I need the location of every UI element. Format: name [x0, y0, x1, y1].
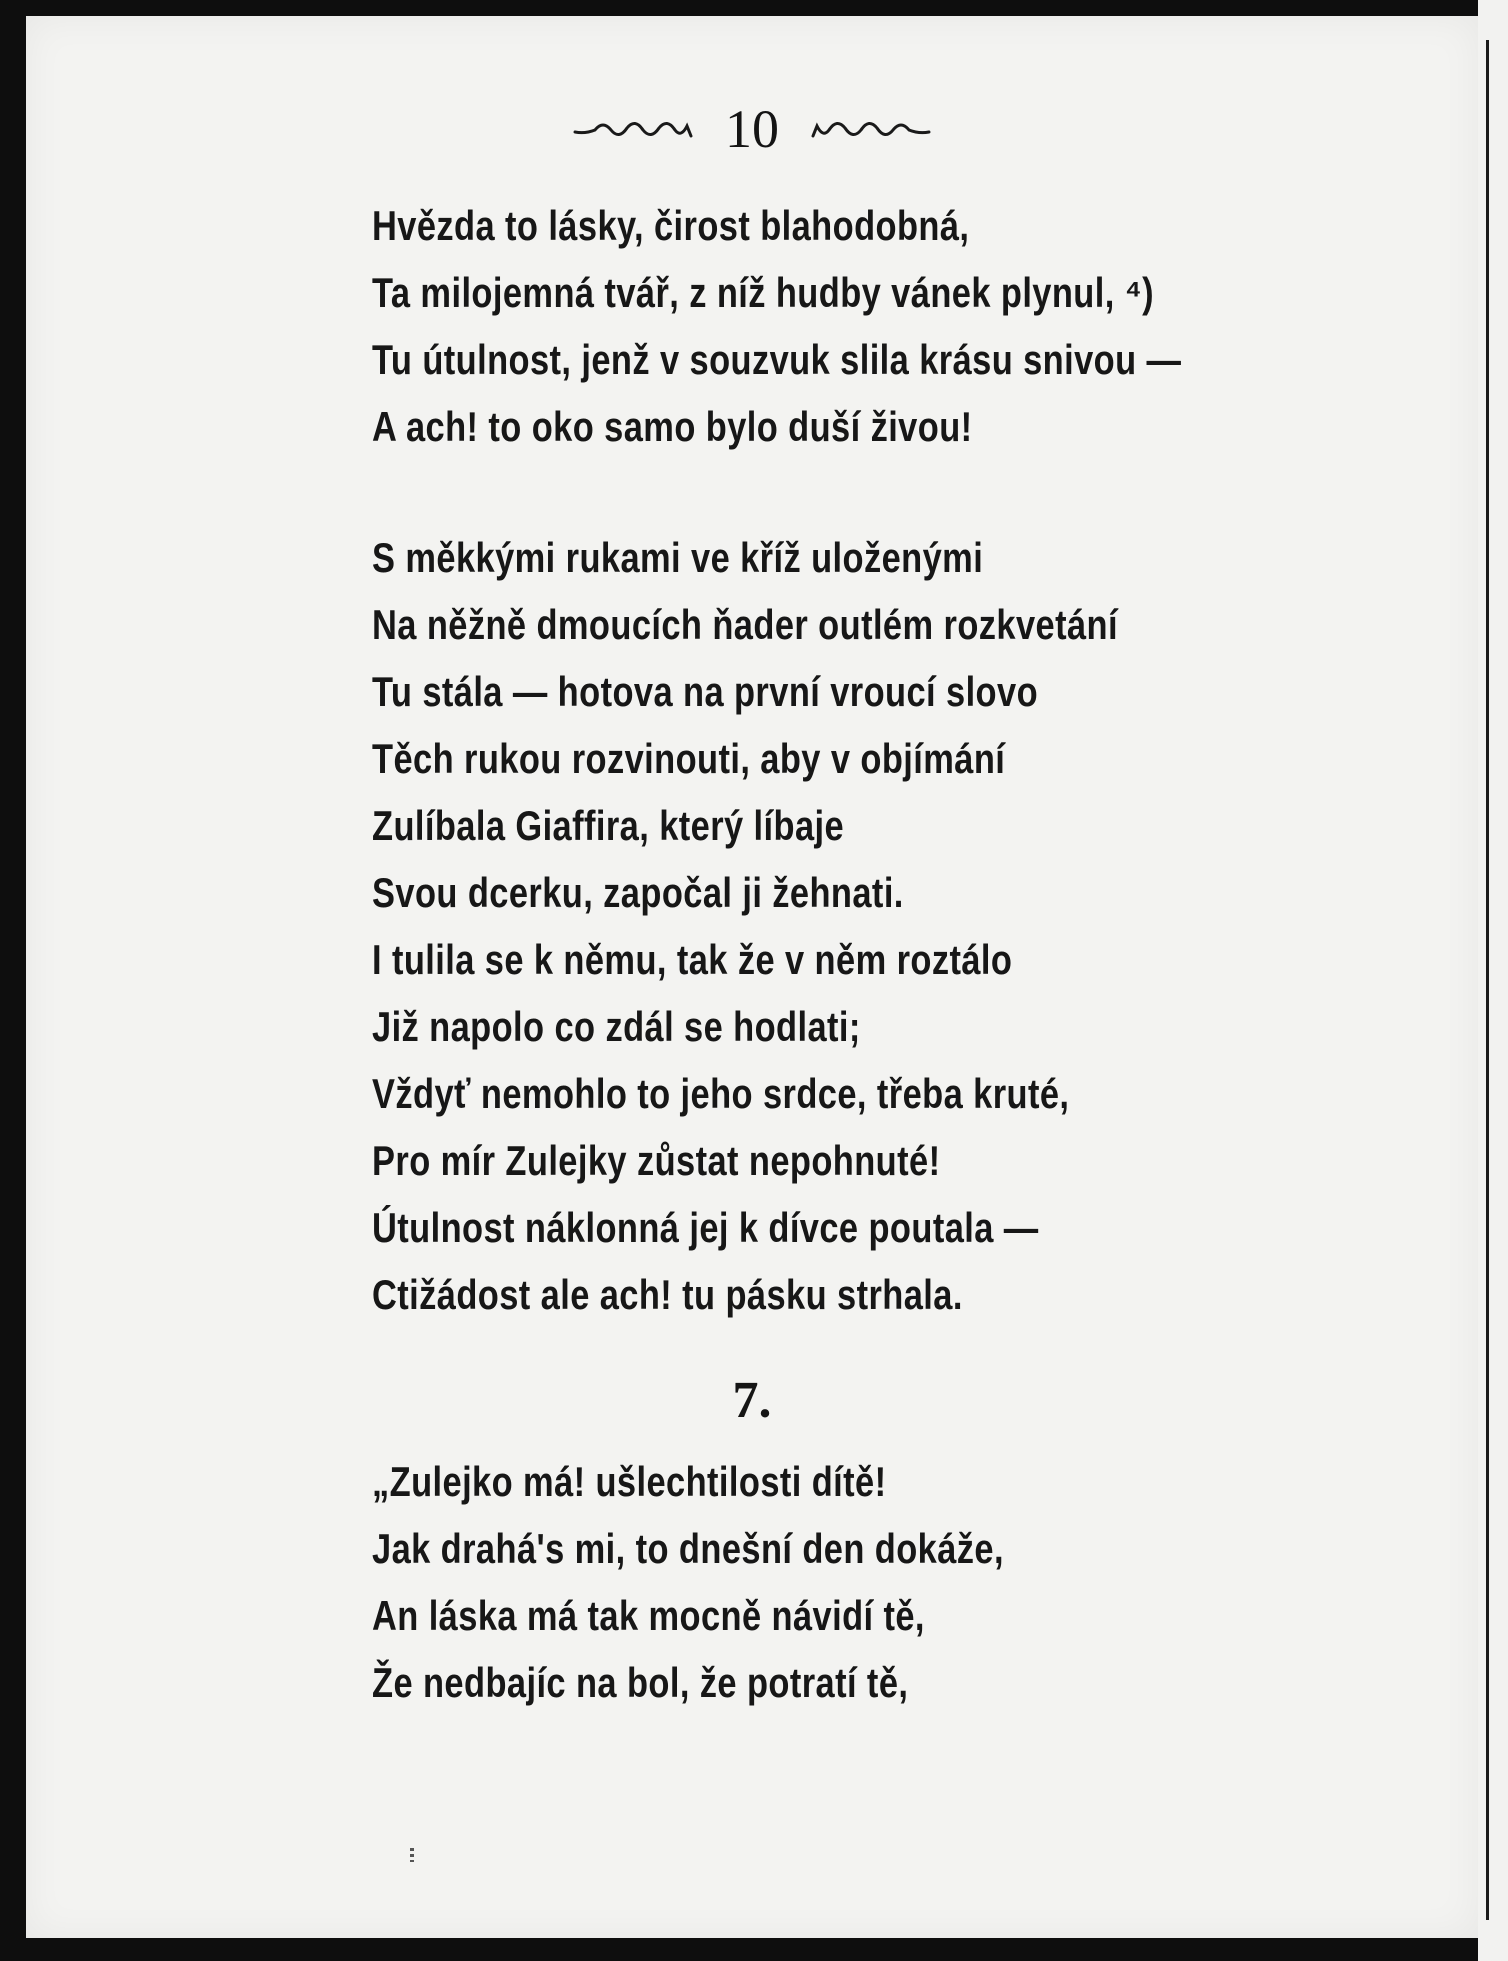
verse-line: Svou dcerku, započal ji žehnati. — [372, 869, 904, 916]
verse-line: Tu útulnost, jenž v souzvuk slila krásu snivou — — [372, 336, 1182, 383]
verse-line: An láska má tak mocně návidí tě, — [372, 1592, 925, 1639]
verse-line: Že nedbajíc na bol, že potratí tě, — [372, 1659, 909, 1706]
book-page — [26, 16, 1478, 1938]
poem-body — [372, 192, 1241, 1328]
verse-line: S měkkými rukami ve kříž uloženými — [372, 534, 984, 581]
verse-line: Na něžně dmoucích ňader outlém rozkvetání — [372, 601, 1118, 648]
verse-line: „Zulejko má! ušlechtilosti dítě! — [372, 1458, 887, 1505]
ornament-left-icon — [573, 112, 703, 146]
verse-line: Zulíbala Giaffira, který líbaje — [372, 802, 845, 849]
poem-body-continued — [372, 1448, 1241, 1716]
verse-line: Ctižádost ale ach! tu pásku strhala. — [372, 1271, 963, 1318]
ornament-right-icon — [801, 112, 931, 146]
verse-line: Pro mír Zulejky zůstat nepohnuté! — [372, 1137, 941, 1184]
verse-line: Hvězda to lásky, čirost blahodobná, — [372, 202, 970, 249]
verse-line: Již napolo co zdál se hodlati; — [372, 1003, 861, 1050]
print-speck — [410, 1848, 414, 1862]
verse-line: Tu stála — hotova na první vroucí slovo — [372, 668, 1039, 715]
page-number: 10 — [725, 99, 779, 159]
verse-line: Jak drahá's mi, to dnešní den dokáže, — [372, 1525, 1004, 1572]
page-edge — [1478, 0, 1508, 1961]
verse-line: Ta milojemná tvář, z níž hudby vánek plynul, ⁴) — [372, 269, 1155, 316]
verse-line: A ach! to oko samo bylo duší živou! — [372, 403, 973, 450]
section-number: 7. — [732, 1372, 772, 1429]
verse-line: Vždyť nemohlo to jeho srdce, třeba kruté, — [372, 1070, 1070, 1117]
verse-line: Útulnost náklonná jej k dívce poutala — — [372, 1204, 1039, 1251]
verse-line: Těch rukou rozvinouti, aby v objímání — [372, 735, 1006, 782]
edge-rule — [1486, 40, 1489, 1920]
stanza-a — [372, 192, 1241, 460]
stanza-gap — [372, 460, 1241, 524]
verse-line: I tulila se k němu, tak že v něm roztálo — [372, 936, 1013, 983]
page-header — [26, 94, 1478, 164]
stanza-b — [372, 524, 1241, 1328]
